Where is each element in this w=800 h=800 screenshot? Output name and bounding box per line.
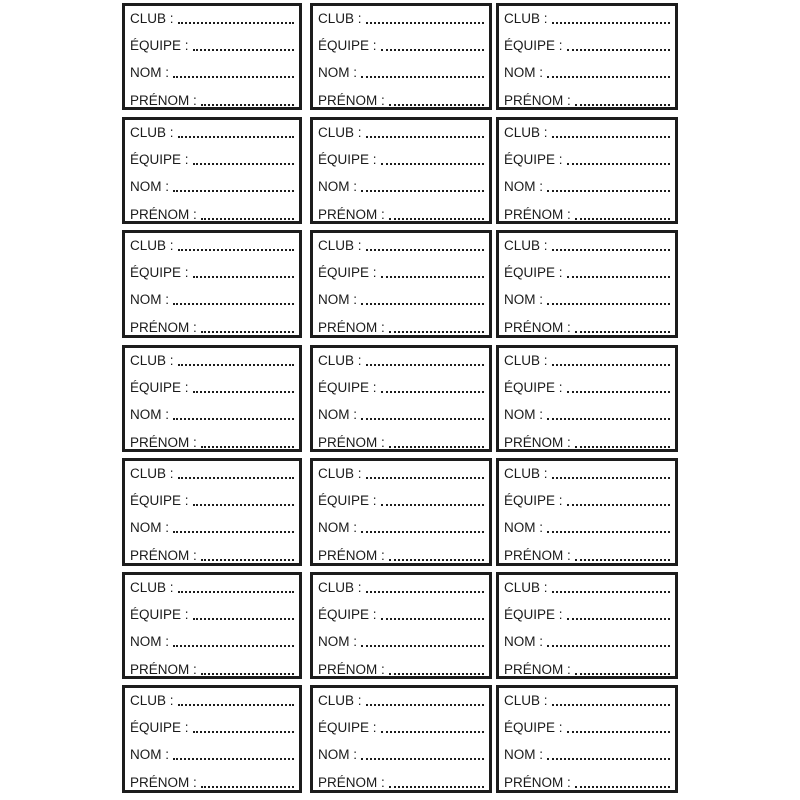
field-equipe [504, 379, 670, 395]
dotted-fill-line [567, 617, 670, 620]
dotted-fill-line [178, 590, 294, 593]
field-prenom [504, 547, 670, 563]
field-nom-label: NOM : [318, 520, 357, 535]
dotted-fill-line [173, 417, 294, 420]
dotted-fill-line [173, 189, 294, 192]
field-prenom [318, 206, 484, 222]
field-club-label: CLUB : [504, 466, 548, 481]
field-nom-label: NOM : [130, 407, 169, 422]
field-prenom-label: PRÉNOM : [130, 207, 197, 222]
dotted-fill-line [178, 248, 294, 251]
dotted-fill-line [361, 75, 484, 78]
dotted-fill-line [567, 275, 670, 278]
dotted-fill-line [575, 330, 670, 333]
field-prenom-label: PRÉNOM : [130, 320, 197, 335]
field-equipe [504, 606, 670, 622]
dotted-fill-line [575, 785, 670, 788]
dotted-fill-line [178, 363, 294, 366]
dotted-fill-line [201, 330, 294, 333]
field-nom [504, 633, 670, 649]
field-equipe-label: ÉQUIPE : [504, 607, 563, 622]
name-label-card [310, 117, 492, 224]
name-label-card [122, 345, 302, 452]
field-prenom-label: PRÉNOM : [504, 320, 571, 335]
field-club-label: CLUB : [504, 11, 548, 26]
field-prenom [504, 661, 670, 677]
dotted-fill-line [381, 730, 484, 733]
dotted-fill-line [201, 445, 294, 448]
field-nom [130, 64, 294, 80]
name-label-card [496, 345, 678, 452]
field-club-label: CLUB : [130, 238, 174, 253]
field-equipe-label: ÉQUIPE : [504, 493, 563, 508]
field-equipe [318, 719, 484, 735]
dotted-fill-line [366, 703, 484, 706]
field-prenom [130, 319, 294, 335]
name-label-card [310, 345, 492, 452]
dotted-fill-line [567, 390, 670, 393]
dotted-fill-line [201, 217, 294, 220]
dotted-fill-line [361, 189, 484, 192]
field-prenom-label: PRÉNOM : [318, 320, 385, 335]
field-prenom-label: PRÉNOM : [504, 548, 571, 563]
field-club-label: CLUB : [504, 353, 548, 368]
field-club [504, 692, 670, 708]
field-club [318, 579, 484, 595]
field-equipe-label: ÉQUIPE : [318, 380, 377, 395]
dotted-fill-line [193, 503, 294, 506]
dotted-fill-line [361, 757, 484, 760]
field-nom [318, 178, 484, 194]
field-club-label: CLUB : [318, 238, 362, 253]
field-equipe [504, 264, 670, 280]
dotted-fill-line [381, 390, 484, 393]
field-nom-label: NOM : [130, 179, 169, 194]
dotted-fill-line [547, 302, 670, 305]
dotted-fill-line [366, 590, 484, 593]
dotted-fill-line [567, 503, 670, 506]
field-club [130, 10, 294, 26]
name-label-card [496, 685, 678, 793]
dotted-fill-line [173, 75, 294, 78]
field-nom-label: NOM : [130, 634, 169, 649]
field-nom [504, 406, 670, 422]
field-prenom-label: PRÉNOM : [130, 435, 197, 450]
field-club [130, 352, 294, 368]
field-nom-label: NOM : [318, 747, 357, 762]
dotted-fill-line [173, 302, 294, 305]
field-prenom-label: PRÉNOM : [318, 93, 385, 108]
field-equipe [504, 151, 670, 167]
dotted-fill-line [201, 558, 294, 561]
field-nom [130, 519, 294, 535]
dotted-fill-line [381, 275, 484, 278]
field-equipe-label: ÉQUIPE : [130, 152, 189, 167]
dotted-fill-line [381, 48, 484, 51]
field-equipe-label: ÉQUIPE : [130, 493, 189, 508]
field-equipe [130, 151, 294, 167]
field-prenom-label: PRÉNOM : [504, 435, 571, 450]
field-club-label: CLUB : [318, 466, 362, 481]
dotted-fill-line [552, 476, 670, 479]
dotted-fill-line [389, 785, 484, 788]
dotted-fill-line [201, 785, 294, 788]
field-equipe [318, 151, 484, 167]
dotted-fill-line [366, 21, 484, 24]
field-club [130, 237, 294, 253]
dotted-fill-line [361, 530, 484, 533]
field-prenom [130, 547, 294, 563]
field-equipe-label: ÉQUIPE : [318, 493, 377, 508]
field-prenom [318, 434, 484, 450]
field-nom-label: NOM : [318, 179, 357, 194]
field-club [504, 124, 670, 140]
field-equipe [130, 379, 294, 395]
field-equipe [130, 37, 294, 53]
field-prenom-label: PRÉNOM : [318, 207, 385, 222]
dotted-fill-line [389, 558, 484, 561]
field-club [318, 352, 484, 368]
field-equipe-label: ÉQUIPE : [130, 38, 189, 53]
dotted-fill-line [361, 417, 484, 420]
field-equipe [318, 606, 484, 622]
field-club-label: CLUB : [504, 125, 548, 140]
name-label-card [310, 3, 492, 110]
field-prenom [318, 92, 484, 108]
field-equipe-label: ÉQUIPE : [504, 720, 563, 735]
dotted-fill-line [381, 162, 484, 165]
field-prenom [130, 774, 294, 790]
dotted-fill-line [381, 503, 484, 506]
field-equipe [318, 492, 484, 508]
field-equipe-label: ÉQUIPE : [130, 380, 189, 395]
field-prenom [318, 661, 484, 677]
dotted-fill-line [547, 417, 670, 420]
field-equipe [504, 37, 670, 53]
dotted-fill-line [389, 330, 484, 333]
dotted-fill-line [178, 21, 294, 24]
field-club-label: CLUB : [318, 11, 362, 26]
field-equipe [504, 492, 670, 508]
field-club [130, 465, 294, 481]
dotted-fill-line [193, 48, 294, 51]
name-label-card [310, 458, 492, 566]
dotted-fill-line [575, 445, 670, 448]
field-nom [318, 746, 484, 762]
dotted-fill-line [366, 476, 484, 479]
field-club [504, 237, 670, 253]
field-club-label: CLUB : [318, 125, 362, 140]
dotted-fill-line [552, 135, 670, 138]
field-prenom-label: PRÉNOM : [504, 662, 571, 677]
field-prenom [130, 661, 294, 677]
field-equipe [318, 379, 484, 395]
field-club [318, 692, 484, 708]
name-label-card [496, 3, 678, 110]
dotted-fill-line [193, 730, 294, 733]
field-nom [504, 178, 670, 194]
dotted-fill-line [193, 617, 294, 620]
name-label-card [496, 572, 678, 679]
dotted-fill-line [547, 75, 670, 78]
field-prenom-label: PRÉNOM : [130, 93, 197, 108]
field-prenom [504, 774, 670, 790]
field-equipe [504, 719, 670, 735]
field-nom-label: NOM : [504, 179, 543, 194]
dotted-fill-line [547, 530, 670, 533]
name-label-card [122, 3, 302, 110]
dotted-fill-line [567, 730, 670, 733]
field-prenom [130, 434, 294, 450]
field-club-label: CLUB : [130, 11, 174, 26]
dotted-fill-line [361, 302, 484, 305]
field-club-label: CLUB : [130, 466, 174, 481]
field-club [504, 10, 670, 26]
field-club [318, 10, 484, 26]
field-prenom-label: PRÉNOM : [318, 662, 385, 677]
dotted-fill-line [381, 617, 484, 620]
dotted-fill-line [552, 248, 670, 251]
name-label-card [122, 117, 302, 224]
dotted-fill-line [178, 476, 294, 479]
field-club-label: CLUB : [318, 693, 362, 708]
dotted-fill-line [389, 445, 484, 448]
dotted-fill-line [547, 189, 670, 192]
field-prenom [318, 547, 484, 563]
field-equipe [130, 492, 294, 508]
field-club-label: CLUB : [130, 125, 174, 140]
field-equipe [318, 264, 484, 280]
field-nom [504, 746, 670, 762]
name-label-card [122, 572, 302, 679]
field-nom-label: NOM : [130, 520, 169, 535]
field-prenom-label: PRÉNOM : [318, 775, 385, 790]
field-nom-label: NOM : [318, 292, 357, 307]
field-equipe-label: ÉQUIPE : [504, 265, 563, 280]
dotted-fill-line [178, 703, 294, 706]
name-label-card [496, 230, 678, 338]
field-equipe-label: ÉQUIPE : [318, 607, 377, 622]
field-equipe [130, 606, 294, 622]
field-equipe [130, 264, 294, 280]
field-club-label: CLUB : [504, 238, 548, 253]
field-prenom-label: PRÉNOM : [130, 548, 197, 563]
field-equipe-label: ÉQUIPE : [130, 607, 189, 622]
field-nom-label: NOM : [504, 520, 543, 535]
field-equipe-label: ÉQUIPE : [504, 38, 563, 53]
dotted-fill-line [366, 363, 484, 366]
field-nom-label: NOM : [504, 65, 543, 80]
field-club-label: CLUB : [318, 353, 362, 368]
dotted-fill-line [552, 703, 670, 706]
field-nom-label: NOM : [504, 407, 543, 422]
name-label-card [310, 572, 492, 679]
dotted-fill-line [366, 135, 484, 138]
field-nom-label: NOM : [130, 65, 169, 80]
field-nom [130, 633, 294, 649]
dotted-fill-line [552, 363, 670, 366]
field-club [504, 352, 670, 368]
field-nom [130, 746, 294, 762]
field-nom-label: NOM : [504, 292, 543, 307]
field-nom-label: NOM : [318, 407, 357, 422]
field-equipe-label: ÉQUIPE : [130, 265, 189, 280]
field-prenom-label: PRÉNOM : [504, 93, 571, 108]
dotted-fill-line [201, 103, 294, 106]
dotted-fill-line [361, 644, 484, 647]
field-nom-label: NOM : [318, 65, 357, 80]
dotted-fill-line [193, 275, 294, 278]
dotted-fill-line [389, 672, 484, 675]
field-prenom [318, 319, 484, 335]
field-nom [130, 178, 294, 194]
field-prenom [130, 206, 294, 222]
field-club [504, 465, 670, 481]
field-club-label: CLUB : [318, 580, 362, 595]
field-prenom-label: PRÉNOM : [130, 775, 197, 790]
name-label-card [122, 230, 302, 338]
dotted-fill-line [567, 162, 670, 165]
dotted-fill-line [575, 672, 670, 675]
field-equipe-label: ÉQUIPE : [318, 152, 377, 167]
field-nom [504, 291, 670, 307]
dotted-fill-line [173, 644, 294, 647]
field-club [318, 124, 484, 140]
field-club [130, 692, 294, 708]
field-club [130, 579, 294, 595]
field-club [318, 465, 484, 481]
field-equipe [318, 37, 484, 53]
field-nom [318, 519, 484, 535]
field-prenom-label: PRÉNOM : [504, 207, 571, 222]
field-nom [318, 633, 484, 649]
dotted-fill-line [173, 530, 294, 533]
dotted-fill-line [178, 135, 294, 138]
field-equipe-label: ÉQUIPE : [504, 380, 563, 395]
dotted-fill-line [567, 48, 670, 51]
field-nom [318, 406, 484, 422]
field-nom-label: NOM : [504, 634, 543, 649]
dotted-fill-line [389, 217, 484, 220]
field-prenom-label: PRÉNOM : [318, 435, 385, 450]
dotted-fill-line [389, 103, 484, 106]
dotted-fill-line [547, 644, 670, 647]
dotted-fill-line [552, 21, 670, 24]
name-label-card [122, 458, 302, 566]
field-club-label: CLUB : [130, 353, 174, 368]
field-nom-label: NOM : [318, 634, 357, 649]
name-label-card [310, 230, 492, 338]
name-label-card [496, 458, 678, 566]
field-club-label: CLUB : [130, 580, 174, 595]
field-club [504, 579, 670, 595]
name-label-card [496, 117, 678, 224]
field-club [130, 124, 294, 140]
field-equipe-label: ÉQUIPE : [318, 265, 377, 280]
field-club-label: CLUB : [504, 693, 548, 708]
field-equipe-label: ÉQUIPE : [318, 720, 377, 735]
dotted-fill-line [193, 390, 294, 393]
field-equipe-label: ÉQUIPE : [504, 152, 563, 167]
dotted-fill-line [552, 590, 670, 593]
field-equipe-label: ÉQUIPE : [130, 720, 189, 735]
field-prenom-label: PRÉNOM : [318, 548, 385, 563]
field-nom [130, 291, 294, 307]
field-club-label: CLUB : [130, 693, 174, 708]
dotted-fill-line [193, 162, 294, 165]
field-prenom [318, 774, 484, 790]
field-prenom [130, 92, 294, 108]
field-nom [318, 64, 484, 80]
field-prenom-label: PRÉNOM : [504, 775, 571, 790]
dotted-fill-line [173, 757, 294, 760]
field-nom [130, 406, 294, 422]
field-equipe [130, 719, 294, 735]
field-equipe-label: ÉQUIPE : [318, 38, 377, 53]
field-prenom [504, 434, 670, 450]
dotted-fill-line [366, 248, 484, 251]
field-prenom [504, 206, 670, 222]
dotted-fill-line [575, 558, 670, 561]
field-nom [504, 64, 670, 80]
field-nom-label: NOM : [504, 747, 543, 762]
field-nom [504, 519, 670, 535]
name-label-card [122, 685, 302, 793]
dotted-fill-line [575, 103, 670, 106]
field-prenom [504, 92, 670, 108]
field-prenom [504, 319, 670, 335]
field-club [318, 237, 484, 253]
field-nom [318, 291, 484, 307]
field-club-label: CLUB : [504, 580, 548, 595]
field-nom-label: NOM : [130, 292, 169, 307]
name-label-card [310, 685, 492, 793]
field-nom-label: NOM : [130, 747, 169, 762]
dotted-fill-line [201, 672, 294, 675]
dotted-fill-line [547, 757, 670, 760]
field-prenom-label: PRÉNOM : [130, 662, 197, 677]
dotted-fill-line [575, 217, 670, 220]
